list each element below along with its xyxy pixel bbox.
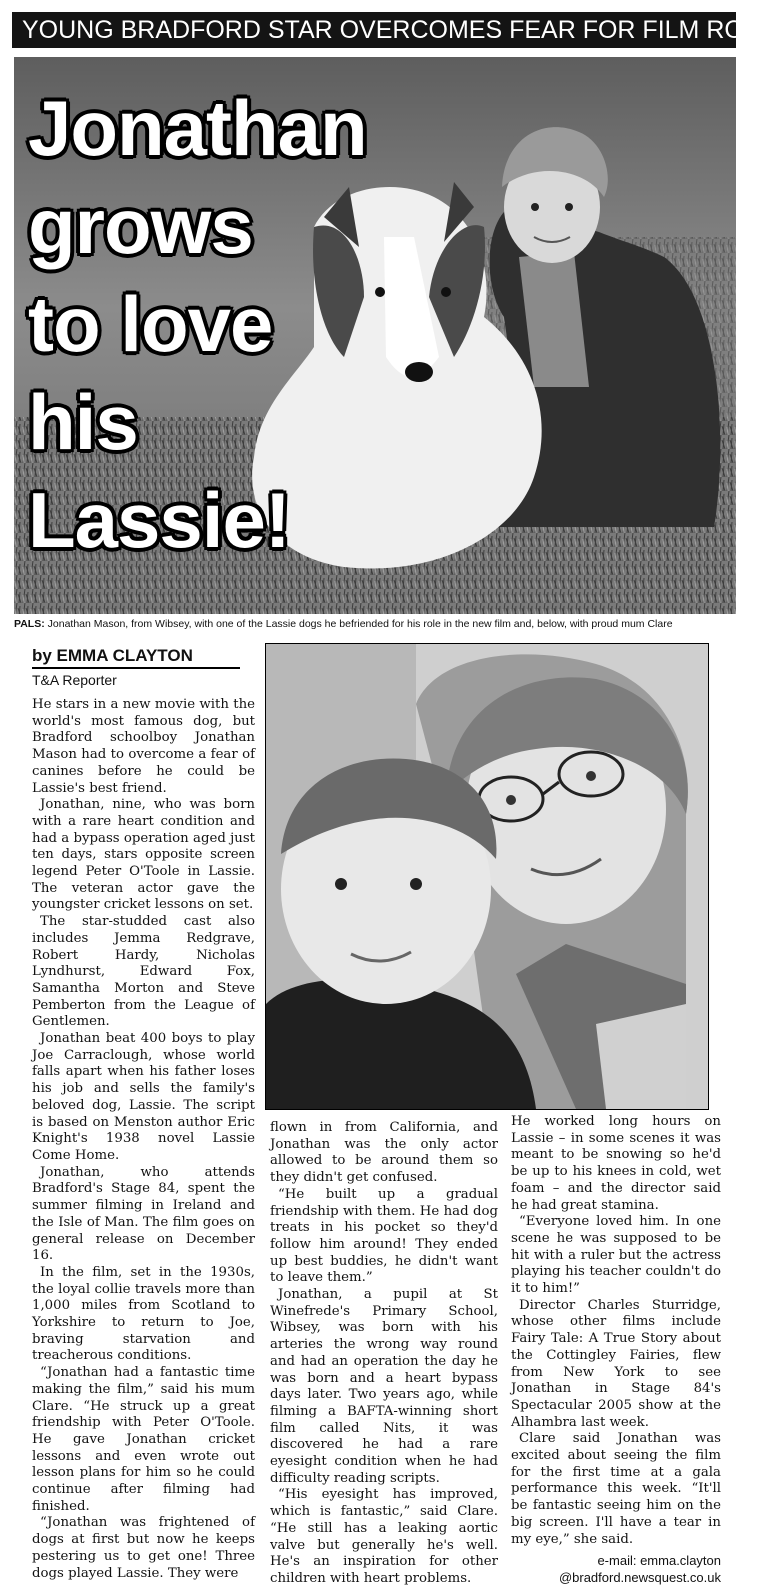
- email-line-2: @bradford.newsquest.co.uk: [558, 1570, 721, 1586]
- mother-and-son-photo: [265, 643, 709, 1110]
- paragraph: Clare said Jonathan was excited about seeing the film for the first time at a gala performance this week. “It'll be fantastic seeing him on the big screen. I'll have a tear in my eye,” she said.: [511, 1431, 721, 1547]
- caption-text: Jonathan Mason, from Wibsey, with one of the Lassie dogs he befriended for his role in the new film and, below, with proud mum Clare: [44, 618, 673, 630]
- paragraph: He stars in a new movie with the world's most famous dog, but Bradford schoolboy Jonathan Mason had to overcome a fear of canines before he could be Lassie's best friend.: [32, 697, 255, 796]
- paragraph: Jonathan, nine, who was born with a rare heart condition and had a bypass operation aged just ten days, stars opposite screen legend Peter O'Toole in Lassie. The veteran actor gave the youngster cricket lessons on set.: [32, 797, 255, 913]
- paragraph: “Jonathan had a fantastic time making the film,” said his mum Clare. “He struck up a great friendship with Peter O'Toole. He gave Jonathan cricket lessons and even wrote out lesson plans for him so he could continue after filming had finished.: [32, 1365, 255, 1514]
- paragraph: In the film, set in the 1930s, the loyal collie travels more than 1,000 miles from Scotland to Yorkshire to return to Joe, braving starvation and treacherous conditions.: [32, 1264, 255, 1364]
- paragraph: flown in from California, and Jonathan was the only actor allowed to be around them so they didn't get confused.: [270, 1120, 498, 1186]
- paragraph: “Everyone loved him. In one scene he was supposed to be hit with a ruler but the actress playing his teacher couldn't do it to him!”: [511, 1214, 721, 1297]
- email-line-1: e-mail: emma.clayton: [597, 1553, 721, 1569]
- caption-label: PALS:: [14, 618, 45, 630]
- paragraph: “His eyesight has improved, which is fantastic,” said Clare. “He still has a leaking aortic valve but generally he's well. He's an inspiration for other children with heart problems.: [270, 1487, 498, 1586]
- paragraph: Director Charles Sturridge, whose other films include Fairy Tale: A True Story about the Cottingley Fairies, flew from New York to see Jonathan in Stage 84's Spectacular 2005 show at the Alhambra last week.: [511, 1297, 721, 1430]
- headline-line: Jonathan: [28, 84, 367, 172]
- photo-caption: [14, 617, 736, 631]
- headline-line: Lassie!: [28, 476, 290, 564]
- headline-line: grows: [28, 182, 253, 270]
- article-column-1: [32, 697, 255, 1581]
- headline: [28, 79, 367, 569]
- paragraph: Jonathan beat 400 boys to play Joe Carraclough, whose world falls apart when his father loses his job and sells the family's beloved dog, Lassie. The script is based on Menston author Eric Knight's 1938 novel Lassie Come Home.: [32, 1031, 255, 1163]
- paragraph: Jonathan, who attends Bradford's Stage 84, spent the summer filming in Ireland and the Isle of Man. The film goes on general release on December 16.: [32, 1164, 255, 1264]
- paragraph: “He built up a gradual friendship with them. He had dog treats in his pocket so they'd follow him around! They ended up best buddies, he didn't want to leave them.”: [270, 1186, 498, 1286]
- author-email: [511, 1552, 721, 1586]
- article-column-2: [270, 1120, 498, 1586]
- hero-photo: [14, 57, 736, 614]
- paragraph: He worked long hours on Lassie – in some scenes it was meant to be snowing so he'd be up to his knees in cold, wet foam – and the director said he had great stamina.: [511, 1114, 721, 1213]
- paragraph: The star-studded cast also includes Jemma Redgrave, Robert Hardy, Nicholas Lyndhurst, Edward Fox, Samantha Morton and Steve Pemberton from the League of Gentlemen.: [32, 914, 255, 1030]
- headline-line: to love: [28, 280, 273, 368]
- reporter-role: T&A Reporter: [32, 672, 117, 688]
- article-column-3: [511, 1114, 721, 1586]
- byline: by EMMA CLAYTON: [32, 645, 240, 669]
- jonathan-and-clare-photo: [266, 644, 708, 1109]
- kicker-banner: YOUNG BRADFORD STAR OVERCOMES FEAR FOR FILM ROLE: [12, 12, 736, 48]
- headline-line: his: [28, 378, 138, 466]
- paragraph: “Jonathan was frightened of dogs at first but now he keeps pestering us to get one! Three dogs played Lassie. They were: [32, 1515, 255, 1581]
- paragraph: Jonathan, a pupil at St Winefrede's Primary School, Wibsey, was born with his arteries the wrong way round and had an operation the day he was born and a heart bypass days later. Two years ago, while filming a BAFTA-winning short film called Nits, it was discovered he had a rare eyesight condition when he had difficulty reading scripts.: [270, 1287, 498, 1486]
